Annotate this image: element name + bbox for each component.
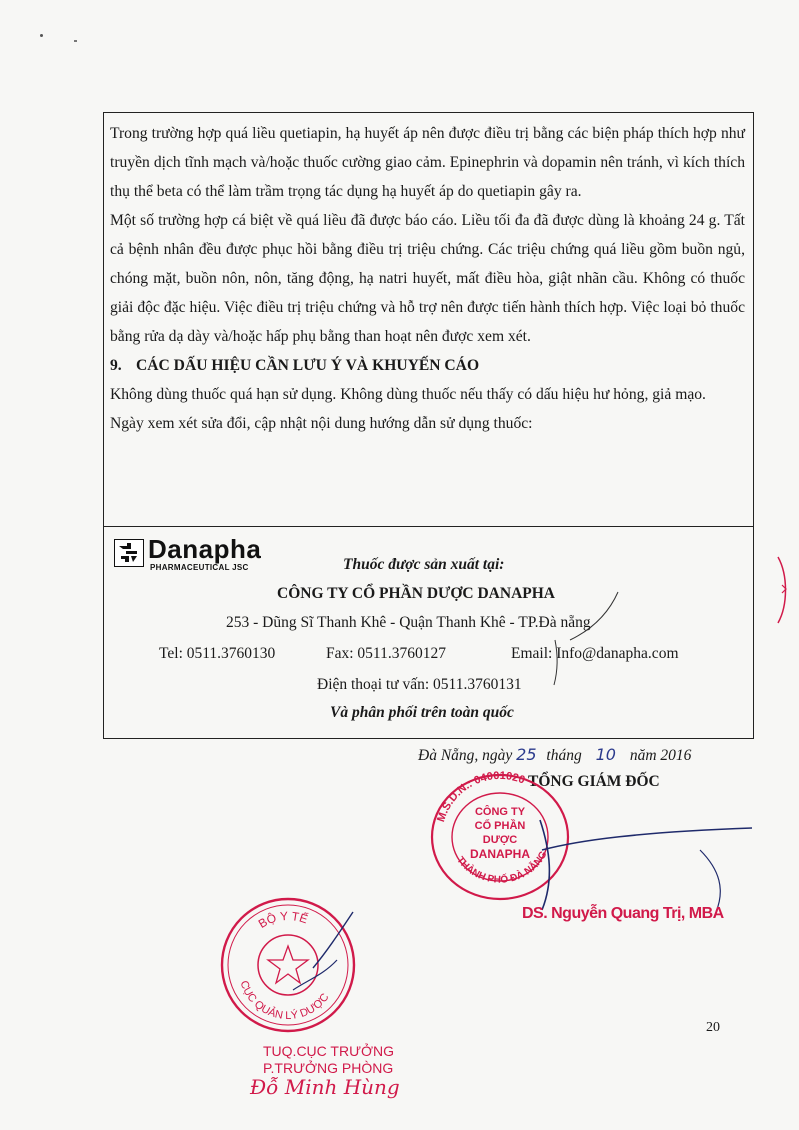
date-year: năm 2016 bbox=[629, 747, 692, 764]
section-9-heading bbox=[110, 351, 745, 380]
seal-ring-top: M.S.D.N.: 04001020 bbox=[435, 769, 527, 824]
company-email: Email: Info@danapha.com bbox=[511, 645, 679, 662]
section-9-title: CÁC DẤU HIỆU CẦN LƯU Ý VÀ KHUYẾN CÁO bbox=[136, 357, 480, 374]
logo-name: Danapha bbox=[148, 534, 262, 564]
director-title: TỔNG GIÁM ĐỐC bbox=[528, 773, 660, 790]
page-number: 20 bbox=[706, 1020, 720, 1035]
ministry-seal bbox=[213, 890, 363, 1040]
date-prefix: Đà Nẵng, ngày bbox=[418, 747, 513, 764]
company-tel: Tel: 0511.3760130 bbox=[159, 645, 276, 662]
pen-stroke-mark bbox=[540, 590, 630, 690]
made-at-label: Thuốc được sản xuất tại: bbox=[343, 556, 505, 573]
date-month: 10 bbox=[595, 745, 616, 764]
date-month-label: tháng bbox=[546, 747, 582, 764]
overdose-section-box bbox=[103, 112, 754, 527]
ministry-seal-top: BỘ Y TẾ bbox=[255, 908, 310, 932]
director-signature bbox=[520, 810, 760, 920]
danapha-logo bbox=[112, 534, 262, 572]
approver-name: Đỗ Minh Hùng bbox=[250, 1075, 400, 1099]
revision-date-label: Ngày xem xét sửa đổi, cập nhật nội dung hướng dẫn sử dụng thuốc: bbox=[110, 415, 533, 432]
manufacturer-box bbox=[103, 527, 754, 739]
svg-text:BỘ Y TẾ bbox=[256, 909, 310, 931]
seal-ring-bottom: THÀNH PHỐ ĐÀ NẴNG bbox=[454, 849, 550, 886]
section-9-number: 9. bbox=[110, 357, 122, 374]
director-name: DS. Nguyễn Quang Trị, MBA bbox=[522, 905, 724, 922]
svg-text:CỤC QUẢN LÝ DƯỢC bbox=[238, 979, 332, 1022]
seal-line-1: CÔNG TY bbox=[474, 806, 526, 818]
seal-line-3: DƯỢC bbox=[482, 834, 518, 846]
company-hotline: Điện thoại tư vấn: 0511.3760131 bbox=[317, 676, 522, 693]
company-address: 253 - Dũng Sĩ Thanh Khê - Quận Thanh Khê - TP.Đà nẵng bbox=[226, 614, 591, 631]
signing-date bbox=[418, 745, 691, 765]
seal-line-2: CỔ PHẦN bbox=[474, 820, 526, 832]
scan-speck bbox=[74, 40, 77, 42]
ministry-seal-bottom: CỤC QUẢN LÝ DƯỢC bbox=[237, 979, 332, 1023]
distribution-note: Và phân phối trên toàn quốc bbox=[330, 704, 514, 721]
edge-stamp-fragment bbox=[770, 555, 799, 625]
seal-line-4: DANAPHA bbox=[470, 847, 530, 861]
approval-line-2: P.TRƯỞNG PHÒNG bbox=[263, 1060, 394, 1076]
logo-subtitle: PHARMACEUTICAL JSC bbox=[150, 563, 249, 572]
scan-speck bbox=[40, 34, 43, 37]
danapha-logo-icon bbox=[114, 539, 144, 567]
company-name: CÔNG TY CỔ PHẦN DƯỢC DANAPHA bbox=[277, 585, 555, 602]
overdose-paragraph-1: Trong trường hợp quá liều quetiapin, hạ huyết áp nên được điều trị bằng các biện pháp thích hợp như truyền dịch tĩnh mạch và/hoặc thuốc cường giao cảm. Epinephrin và dopamin nên tránh, vì kích thích thụ thể beta có thể làm trầm trọng tác dụng hạ huyết áp do quetiapin gây ra. bbox=[110, 125, 745, 200]
approval-line-1: TUQ.CỤC TRƯỞNG bbox=[263, 1043, 395, 1059]
overdose-paragraph-2: Một số trường hợp cá biệt về quá liều đã được báo cáo. Liều tối đa đã được dùng là khoảng 24 g. Tất cả bệnh nhân đều được phục hồi bằng điều trị triệu chứng. Các triệu chứng quá liều gồm buồn ngủ, chóng mặt, buồn nôn, nôn, tăng động, hạ natri huyết, mất điều hòa, giật nhãn cầu. Không có thuốc giải độc đặc hiệu. Việc điều trị triệu chứng và hỗ trợ nên được tiến hành thích hợp. Việc loại bỏ thuốc bằng rửa dạ dày và/hoặc hấp phụ bằng than hoạt nên được xem xét. bbox=[110, 212, 745, 345]
section-9-paragraph: Không dùng thuốc quá hạn sử dụng. Không dùng thuốc nếu thấy có dấu hiệu hư hỏng, giả mạo. bbox=[110, 386, 706, 403]
date-day: 25 bbox=[516, 745, 537, 764]
company-fax: Fax: 0511.3760127 bbox=[326, 645, 446, 662]
